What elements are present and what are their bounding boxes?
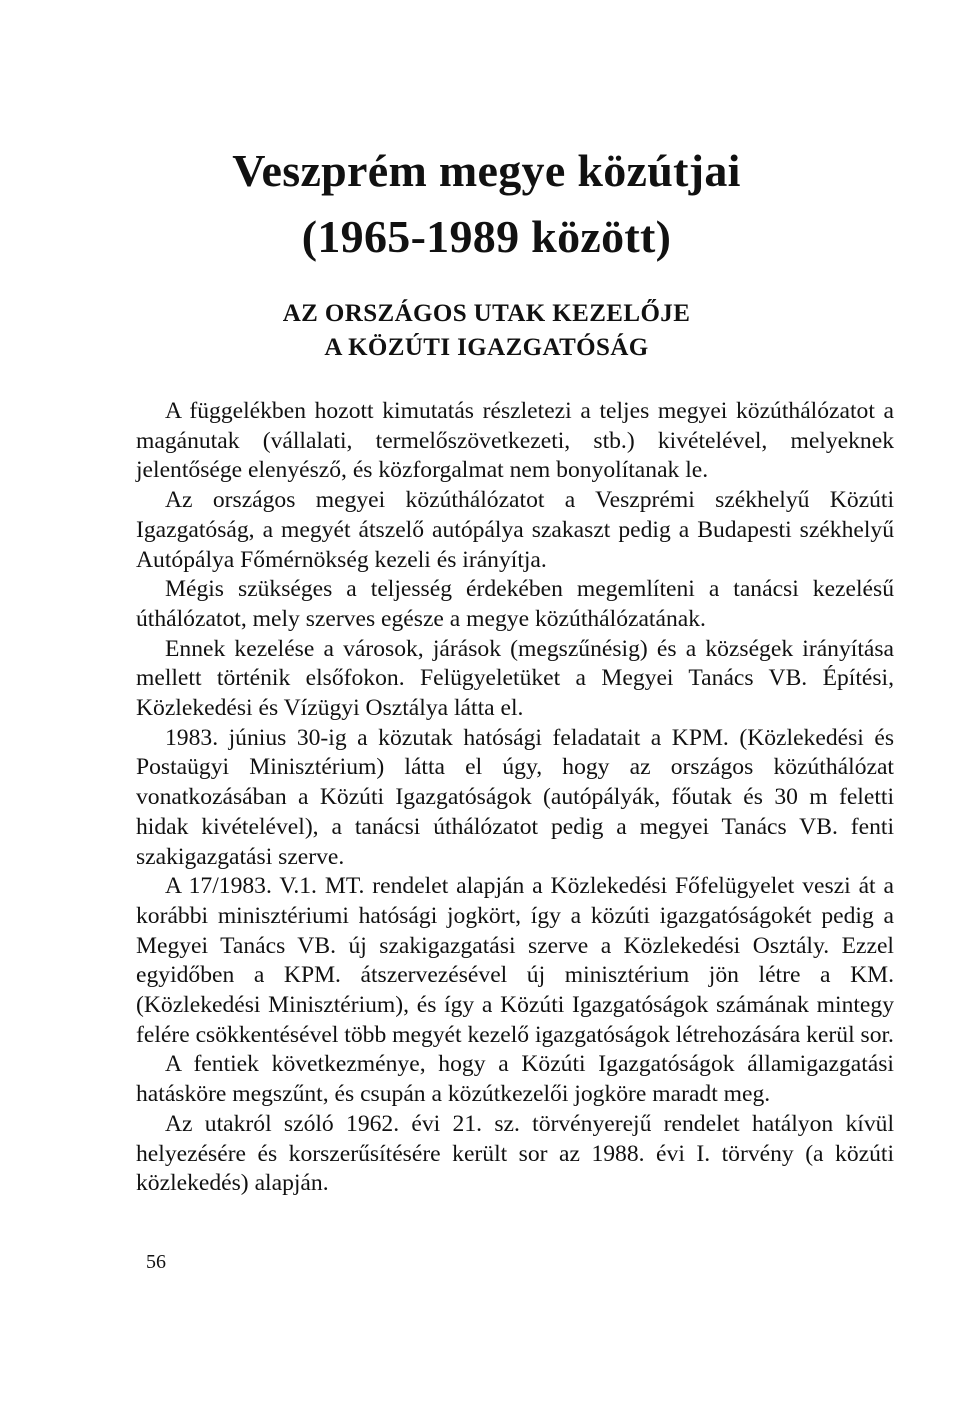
paragraph: Ennek kezelése a városok, járások (megszűnésig) és a községek irányítása mellett történik elsőfokon. Felügyeletüket a Megyei Tanács VB. Építési, Közlekedési és Vízügyi Osztálya látta el. [136,635,894,722]
section-heading [0,297,973,365]
paragraph: A 17/1983. V.1. MT. rendelet alapján a Közlekedési Főfelügyelet veszi át a korábbi minisztériumi hatósági jogkört, így a közúti igazgatóságokét pedig a Megyei Tanács VB. új szakigazgatási szerve a Közlekedési Osztály. Ezzel egyidőben a KPM. átszervezésével új minisztérium jön létre a KM. (Közlekedési Minisztérium), és így a Közúti Igazgatóságok számának mintegy felére csökkentésével több megyét kezelő igazgatóságok létrehozására kerül sor. [136,873,894,1048]
paragraph: A fentiek következménye, hogy a Közúti Igazgatóságok államigazgatási hatásköre megszűnt, és csupán a közútkezelői jogköre maradt meg. [136,1051,894,1108]
paragraph: Az utakról szóló 1962. évi 21. sz. törvényerejű rendelet hatályon kívül helyezésére és korszerűsítésére került sor az 1988. évi I. törvény (a közúti közlekedés) alapján. [136,1110,894,1197]
body-text [136,397,894,1199]
paragraph: A függelékben hozott kimutatás részletezi a teljes megyei közúthálózatot a magánutak (vállalati, termelőszövetkezeti, stb.) kivételével, melyeknek jelentősége elenyésző, és közforgalmat nem bonyolítanak le. [136,398,894,484]
section-heading-line-1: AZ ORSZÁGOS UTAK KEZELŐJE [282,300,691,327]
paragraph: Az országos megyei közúthálózatot a Veszprémi székhelyű Közúti Igazgatóság, a megyét átszelő autópálya szakaszt pedig a Budapesti székhelyű Autópálya Főmérnökség kezeli és irányítja. [136,487,894,573]
paragraph: Mégis szükséges a teljesség érdekében megemlíteni a tanácsi kezelésű úthálózatot, mely szerves egésze a megye közúthálózatának. [136,576,894,632]
page-number: 56 [146,1251,166,1273]
paragraph: 1983. június 30-ig a közutak hatósági feladatait a KPM. (Közlekedési és Postaügyi Minisztérium) látta el úgy, hogy az országos közúthálózat vonatkozásában a Közúti Igazgatóságok (autópályák, főutak és 30 m feletti hidak kivételével), a tanácsi úthálózatot pedig a megyei Tanács VB. fenti szakigazgatási szerve. [136,724,894,870]
page-title [0,138,973,270]
title-line-2: (1965-1989 között) [301,211,672,262]
title-line-1: Veszprém megye közútjai [232,145,741,196]
section-heading-line-2: A KÖZÚTI IGAZGATÓSÁG [324,334,649,361]
